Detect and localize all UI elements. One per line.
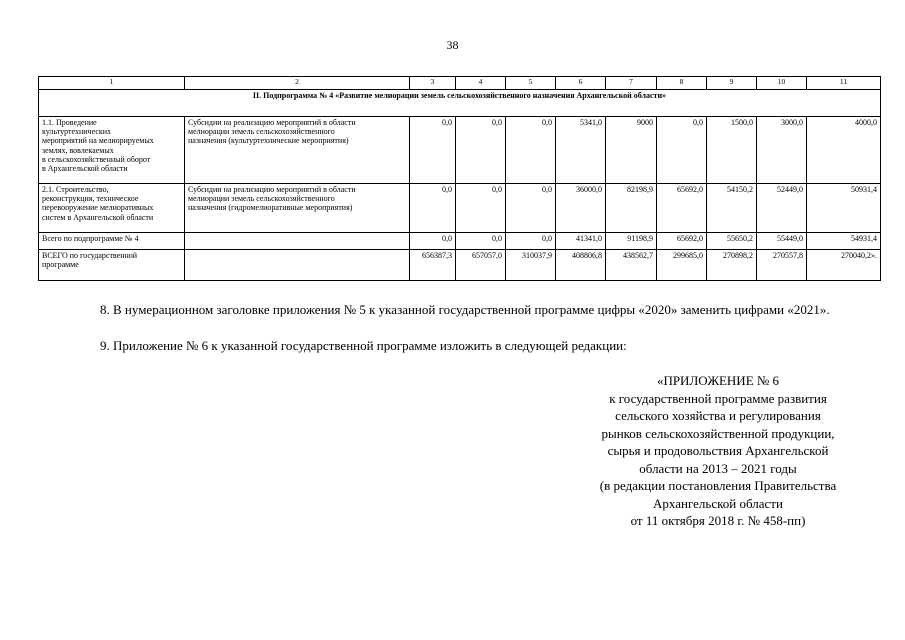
value-cell: 91198,9 [606, 233, 657, 250]
value-cell: 36000,0 [556, 184, 606, 233]
row-description-line: мелиорации земель сельскохозяйственного [188, 127, 335, 137]
value-cell: 270040,2». [807, 250, 881, 281]
value-cell: 0,0 [456, 233, 506, 250]
value-cell: 55650,2 [707, 233, 757, 250]
column-number: 6 [556, 77, 606, 90]
value-cell: 52449,0 [757, 184, 807, 233]
column-number: 4 [456, 77, 506, 90]
row-name-line: реконструкция, техническое [42, 194, 139, 204]
value-cell: 438562,7 [606, 250, 657, 281]
row-name-line: 2.1. Строительство, [42, 185, 109, 194]
row-name-line: в Архангельской области [42, 163, 128, 173]
appendix-line: области на 2013 – 2021 годы [639, 460, 797, 476]
value-cell: 5341,0 [556, 117, 606, 184]
section-title: II. Подпрограмма № 4 «Развитие мелиорации земель сельскохозяйственного назначения Архангельской области» [39, 90, 881, 117]
row-description-line: мелиорации земель сельскохозяйственного [188, 194, 335, 204]
value-cell: 0,0 [456, 117, 506, 184]
value-cell: 0,0 [506, 233, 556, 250]
table-row [39, 184, 881, 233]
row-description-line: Субсидии на реализацию мероприятий в области [188, 118, 356, 127]
row-name-line: землях, вовлекаемых [42, 145, 114, 155]
row-name [39, 233, 185, 250]
subtotal-row [39, 233, 881, 250]
row-name-line: перевооружение мелиоративных [42, 203, 154, 213]
appendix-line: рынков сельскохозяйственной продукции, [601, 425, 835, 441]
value-cell: 0,0 [410, 184, 456, 233]
appendix-line: «ПРИЛОЖЕНИЕ № 6 [656, 373, 780, 388]
value-cell: 299685,0 [657, 250, 707, 281]
row-name [39, 250, 185, 281]
value-cell: 0,0 [410, 117, 456, 184]
value-cell: 310037,9 [506, 250, 556, 281]
row-name-line: мероприятий на мелиорируемых [42, 136, 154, 146]
value-cell: 270557,8 [757, 250, 807, 281]
column-number-row [39, 77, 881, 90]
value-cell: 0,0 [657, 117, 707, 184]
section-row [39, 90, 881, 117]
value-cell: 55449,0 [757, 233, 807, 250]
page-number: 38 [446, 38, 459, 52]
row-name-line: ВСЕГО по государственной [42, 251, 138, 260]
row-name-line: программе [42, 260, 79, 270]
value-cell: 82198,9 [606, 184, 657, 233]
row-description-line: Субсидии на реализацию мероприятий в области [188, 185, 356, 194]
row-name-line: культуртехнических [42, 127, 112, 137]
row-description [185, 184, 410, 233]
value-cell: 0,0 [506, 184, 556, 233]
value-cell: 656387,3 [410, 250, 456, 281]
value-cell: 1500,0 [707, 117, 757, 184]
value-cell: 0,0 [506, 117, 556, 184]
value-cell: 657057,0 [456, 250, 506, 281]
row-description-line: назначения (культуртехнические мероприятия) [188, 136, 349, 146]
value-cell: 4000,0 [807, 117, 881, 184]
total-row [39, 250, 881, 281]
value-cell: 65692,0 [657, 184, 707, 233]
appendix-line: сырья и продовольствия Архангельской [607, 443, 829, 458]
value-cell: 270898,2 [707, 250, 757, 281]
row-description [185, 250, 410, 281]
value-cell: 9000 [606, 117, 657, 184]
row-description-line: назначения (гидромелиоративные мероприятия) [188, 203, 353, 213]
paragraph-8: 8. В нумерационном заголовке приложения № 5 к указанной государственной программе цифры «2020» заменить цифрами «2021». [100, 302, 830, 317]
value-cell: 3000,0 [757, 117, 807, 184]
row-description [185, 233, 410, 250]
value-cell: 408806,8 [556, 250, 606, 281]
row-name-line: систем в Архангельской области [42, 212, 154, 222]
table-row [39, 117, 881, 184]
column-number: 7 [606, 77, 657, 90]
row-name [39, 184, 185, 233]
column-number: 10 [757, 77, 807, 90]
column-number: 5 [506, 77, 556, 90]
value-cell: 54931,4 [807, 233, 881, 250]
row-description [185, 117, 410, 184]
appendix-heading [568, 372, 868, 530]
column-number: 1 [39, 77, 185, 90]
value-cell: 41341,0 [556, 233, 606, 250]
column-number: 8 [657, 77, 707, 90]
column-number: 2 [185, 77, 410, 90]
row-name-line: 1.1. Проведение [42, 118, 97, 127]
row-name-line: Всего по подпрограмме № 4 [42, 234, 139, 243]
appendix-line: сельского хозяйства и регулирования [615, 408, 821, 423]
value-cell: 65692,0 [657, 233, 707, 250]
paragraph-9: 9. Приложение № 6 к указанной государственной программе изложить в следующей редакции: [100, 338, 627, 353]
appendix-line: от 11 октября 2018 г. № 458-пп) [630, 513, 806, 528]
value-cell: 0,0 [456, 184, 506, 233]
row-name [39, 117, 185, 184]
appendix-line: Архангельской области [653, 495, 783, 511]
appendix-line: (в редакции постановления Правительства [599, 478, 837, 493]
row-name-line: в сельскохозяйственный оборот [42, 154, 151, 164]
value-cell: 50931,4 [807, 184, 881, 233]
appendix-line: к государственной программе развития [609, 390, 827, 406]
column-number: 3 [410, 77, 456, 90]
budget-table [38, 76, 881, 281]
value-cell: 54150,2 [707, 184, 757, 233]
value-cell: 0,0 [410, 233, 456, 250]
column-number: 9 [707, 77, 757, 90]
column-number: 11 [807, 77, 881, 90]
